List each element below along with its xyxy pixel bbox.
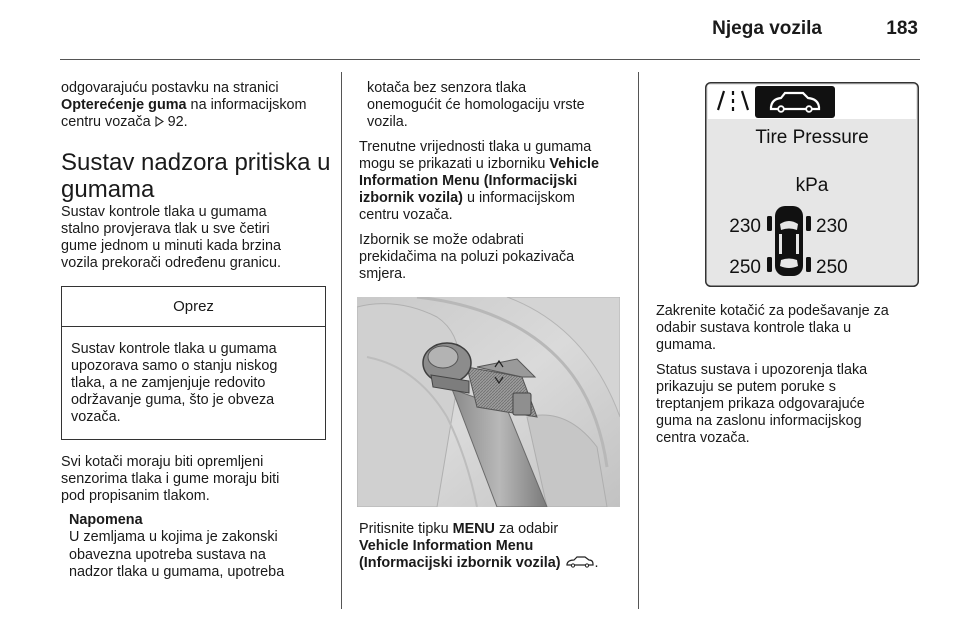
adjust-line-2: odabir sustava kontrole tlaka u bbox=[656, 320, 852, 337]
menu-line-3-end: . bbox=[594, 555, 599, 572]
menu-line-1 bbox=[359, 521, 624, 538]
values-line-4 bbox=[359, 190, 624, 207]
status-line-1: Status sustava i upozorenja tlaka bbox=[656, 361, 868, 378]
column-1 bbox=[61, 80, 331, 581]
heading-line-2: gumama bbox=[61, 175, 155, 203]
values-line-2 bbox=[359, 156, 624, 173]
desc-line-4: vozila prekorači određenu granicu. bbox=[61, 255, 281, 272]
note-line-3: nadzor tlaka u gumama, upotreba bbox=[69, 563, 285, 580]
note-title: Napomena bbox=[69, 512, 143, 529]
front-left-pressure: 230 bbox=[729, 216, 761, 237]
status-line-3: treptanjem prikaza odgovarajuće bbox=[656, 396, 865, 413]
status-line-2: prikazuju se putem poruke s bbox=[656, 378, 836, 395]
car-icon bbox=[565, 556, 595, 568]
indicator-stalk-illustration bbox=[357, 297, 620, 507]
menu-button-paragraph bbox=[359, 521, 624, 573]
select-line-2: prekidačima na poluzi pokazivača bbox=[359, 248, 575, 265]
front-right-pressure: 230 bbox=[816, 216, 848, 237]
caution-body bbox=[62, 327, 325, 439]
cont-line-2: onemogućit će homologaciju vrste bbox=[367, 97, 585, 114]
intro-line-3 bbox=[61, 114, 326, 131]
status-line-5: centra vozača. bbox=[656, 430, 750, 447]
menu-line-3 bbox=[359, 555, 624, 572]
values-line-2-text: mogu se prikazati u izborniku bbox=[359, 155, 550, 172]
sensor-line-1: Svi kotači moraju biti opremljeni bbox=[61, 453, 264, 470]
page-header-title: Njega vozila bbox=[712, 18, 822, 39]
header-divider bbox=[60, 59, 920, 60]
values-line-5: centru vozača. bbox=[359, 207, 453, 224]
rear-left-pressure: 250 bbox=[729, 257, 761, 278]
display-title: Tire Pressure bbox=[755, 127, 869, 148]
menu-line-2 bbox=[359, 538, 624, 555]
display-unit: kPa bbox=[795, 175, 829, 196]
column-2 bbox=[359, 80, 624, 290]
note-line-2: obavezna upotreba sustava na bbox=[69, 546, 266, 563]
select-paragraph bbox=[359, 232, 624, 284]
caution-box bbox=[61, 286, 326, 439]
desc-line-3: gume jednom u minuti kada brzina bbox=[61, 238, 281, 255]
description-paragraph bbox=[61, 204, 326, 273]
menu-name-2: Information Menu (Informacijski bbox=[359, 173, 578, 190]
column-divider-1 bbox=[341, 72, 342, 609]
intro-paragraph bbox=[61, 80, 326, 132]
desc-line-2: stalno provjerava tlak u sve četiri bbox=[61, 220, 270, 237]
values-line-4-text: u informacijskom bbox=[462, 190, 575, 207]
intro-line-2 bbox=[61, 97, 326, 114]
sensor-line-2: senzorima tlaka i gume moraju biti bbox=[61, 470, 280, 487]
heading-line-1: Sustav nadzora pritiska u bbox=[61, 148, 331, 176]
menu-name-1: Vehicle bbox=[549, 155, 599, 172]
caution-line-5: vozača. bbox=[71, 409, 121, 426]
menu-button-label: MENU bbox=[452, 521, 495, 537]
note-line-1: U zemljama u kojima je zakonski bbox=[69, 529, 278, 546]
sensor-paragraph bbox=[61, 454, 326, 506]
vehicle-menu-name-hr: (Informacijski izbornik vozila) bbox=[359, 555, 561, 572]
values-line-1: Trenutne vrijednosti tlaka u gumama bbox=[359, 138, 592, 155]
intro-line-1: odgovarajuću postavku na stranici bbox=[61, 80, 279, 96]
load-setting-link[interactable]: Opterećenje guma bbox=[61, 97, 187, 114]
column-3 bbox=[656, 303, 921, 455]
intro-line-2-text: na informacijskom bbox=[186, 97, 307, 114]
note-continuation bbox=[359, 80, 624, 132]
desc-line-1: Sustav kontrole tlaka u gumama bbox=[61, 203, 267, 220]
intro-line-3-text: centru vozača bbox=[61, 114, 155, 131]
select-line-1: Izbornik se može odabrati bbox=[359, 231, 524, 248]
adjust-line-1: Zakrenite kotačić za podešavanje za bbox=[656, 303, 889, 319]
sensor-line-3: pod propisanim tlakom. bbox=[61, 488, 210, 505]
column-divider-2 bbox=[638, 72, 639, 609]
vehicle-menu-name: Vehicle Information Menu bbox=[359, 538, 534, 555]
cont-line-3: vozila. bbox=[367, 114, 408, 131]
tire-pressure-display bbox=[705, 82, 919, 287]
page-number: 183 bbox=[886, 18, 918, 39]
status-line-4: guma na zaslonu informacijskog bbox=[656, 413, 862, 430]
rear-right-pressure: 250 bbox=[816, 257, 848, 278]
caution-line-4: održavanje guma, što je obveza bbox=[71, 392, 275, 409]
status-paragraph bbox=[656, 362, 921, 448]
menu-line-1-text: Pritisnite tipku bbox=[359, 521, 453, 537]
note-block bbox=[61, 512, 326, 581]
menu-name-3: izbornik vozila) bbox=[359, 190, 463, 207]
adjust-paragraph bbox=[656, 303, 921, 355]
adjust-line-3: gumama. bbox=[656, 337, 716, 354]
caution-line-3: tlaka, a ne zamjenjuje redovito bbox=[71, 375, 266, 392]
menu-line-1-end: za odabir bbox=[494, 521, 559, 537]
caution-line-2: upozorava samo o stanju niskog bbox=[71, 357, 278, 374]
page-ref-number[interactable]: 92. bbox=[167, 114, 188, 131]
caution-title: Oprez bbox=[62, 287, 325, 326]
section-heading bbox=[61, 148, 331, 203]
values-paragraph bbox=[359, 139, 624, 225]
values-line-3 bbox=[359, 173, 624, 190]
caution-line-1: Sustav kontrole tlaka u gumama bbox=[71, 340, 277, 357]
select-line-3: smjera. bbox=[359, 266, 407, 283]
cont-line-1: kotača bez senzora tlaka bbox=[367, 80, 527, 96]
page-ref-arrow-icon[interactable] bbox=[155, 116, 164, 127]
